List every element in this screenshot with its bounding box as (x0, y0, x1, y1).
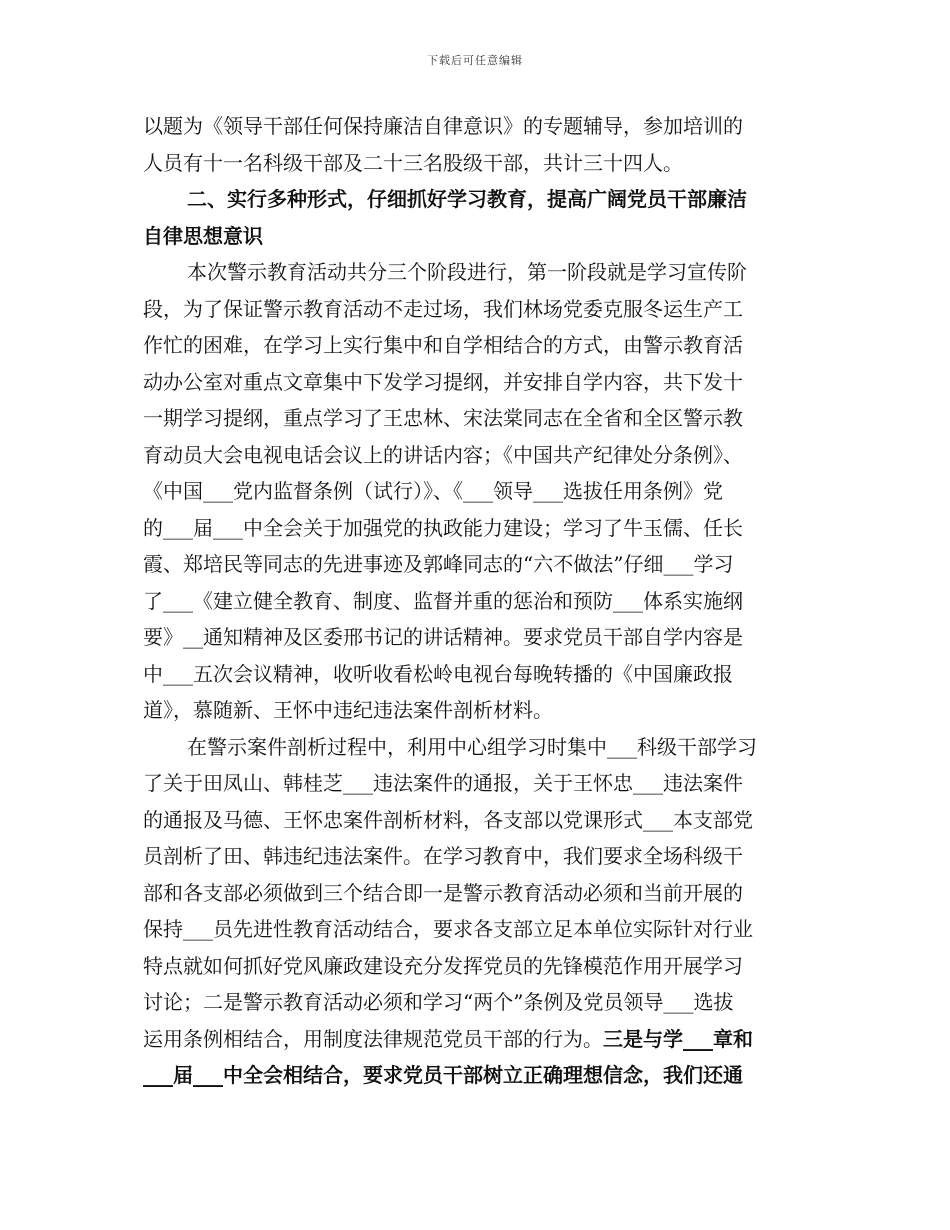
text-line: 中___五次会议精神，收听收看松岭电视台每晚转播的《中国廉政报 (143, 661, 733, 686)
text-line: 动办公室对重点文章集中下发学习提纲，并安排自学内容，共下发十 (143, 369, 743, 394)
text-line: 育动员大会电视电话会议上的讲话内容；《中国共产纪律处分条例》、 (143, 442, 743, 467)
text-line: 人员有十一名科级干部及二十三名股级干部，共计三十四人。 (143, 150, 683, 175)
text-line: 的通报及马德、王怀忠案件剖析材料，各支部以党课形式___本支部党 (143, 807, 753, 832)
text-line: 特点就如何抓好党风廉政建设充分发挥党员的先锋模范作用开展学习 (143, 953, 743, 978)
text-line: 一期学习提纲，重点学习了王忠林、宋法棠同志在全省和全区警示教 (143, 406, 743, 430)
section-heading: 二、实行多种形式，仔细抓好学习教育，提高广阔党员干部廉洁 (187, 187, 747, 211)
text-line: 霞、郑培民等同志的先进事迹及郭峰同志的“六不做法”仔细___学习 (143, 552, 734, 576)
text-line: 作忙的困难，在学习上实行集中和自学相结合的方式，由警示教育活 (143, 333, 743, 357)
bold-text-line: ___届___中全会相结合，要求党员干部树立正确理想信念，我们还通 (143, 1063, 743, 1087)
text-line: 员剖析了田、韩违纪违法案件。在学习教育中，我们要求全场科级干 (143, 844, 743, 868)
section-heading: 自律思想意识 (143, 223, 263, 248)
text-line: 以题为《领导干部任何保持廉洁自律意识》的专题辅导，参加培训的 (143, 114, 743, 138)
text-line: 的___届___中全会关于加强党的执政能力建设；学习了牛玉儒、任长 (143, 515, 743, 540)
bold-text-segment: 三是与学___章和 (603, 1026, 753, 1051)
text-line: 保持___员先进性教育活动结合，要求各支部立足本单位实际针对行业 (143, 917, 753, 941)
page-header: 下载后可任意编辑 (427, 54, 523, 67)
text-line: 本次警示教育活动共分三个阶段进行，第一阶段就是学习宣传阶 (187, 260, 747, 284)
text-line: 了关于田凤山、韩桂芝___违法案件的通报，关于王怀忠___违法案件 (143, 771, 743, 795)
text-line: 道》，慕随新、王怀中违纪违法案件剖析材料。 (143, 698, 553, 722)
document-body (143, 108, 815, 1094)
text-segment: 运用条例相结合，用制度法律规范党员干部的行为。 (143, 1026, 603, 1051)
text-line: 讨论；二是警示教育活动必须和学习“两个”条例及党员领导___选拔 (143, 990, 734, 1014)
text-line: 要》__通知精神及区委邢书记的讲话精神。要求党员干部自学内容是 (143, 625, 743, 649)
text-line (143, 1021, 815, 1058)
text-line: 在警示案件剖析过程中，利用中心组学习时集中___科级干部学习 (187, 734, 757, 759)
text-line: 部和各支部必须做到三个结合即一是警示教育活动必须和当前开展的 (143, 880, 743, 905)
text-line: 《中国___党内监督条例（试行）》、《___领导___选拔任用条例》党 (143, 479, 723, 503)
text-line: 段，为了保证警示教育活动不走过场，我们林场党委克服冬运生产工 (143, 296, 743, 321)
text-line: 了___《建立健全教育、制度、监督并重的惩治和预防___体系实施纲 (143, 588, 743, 613)
